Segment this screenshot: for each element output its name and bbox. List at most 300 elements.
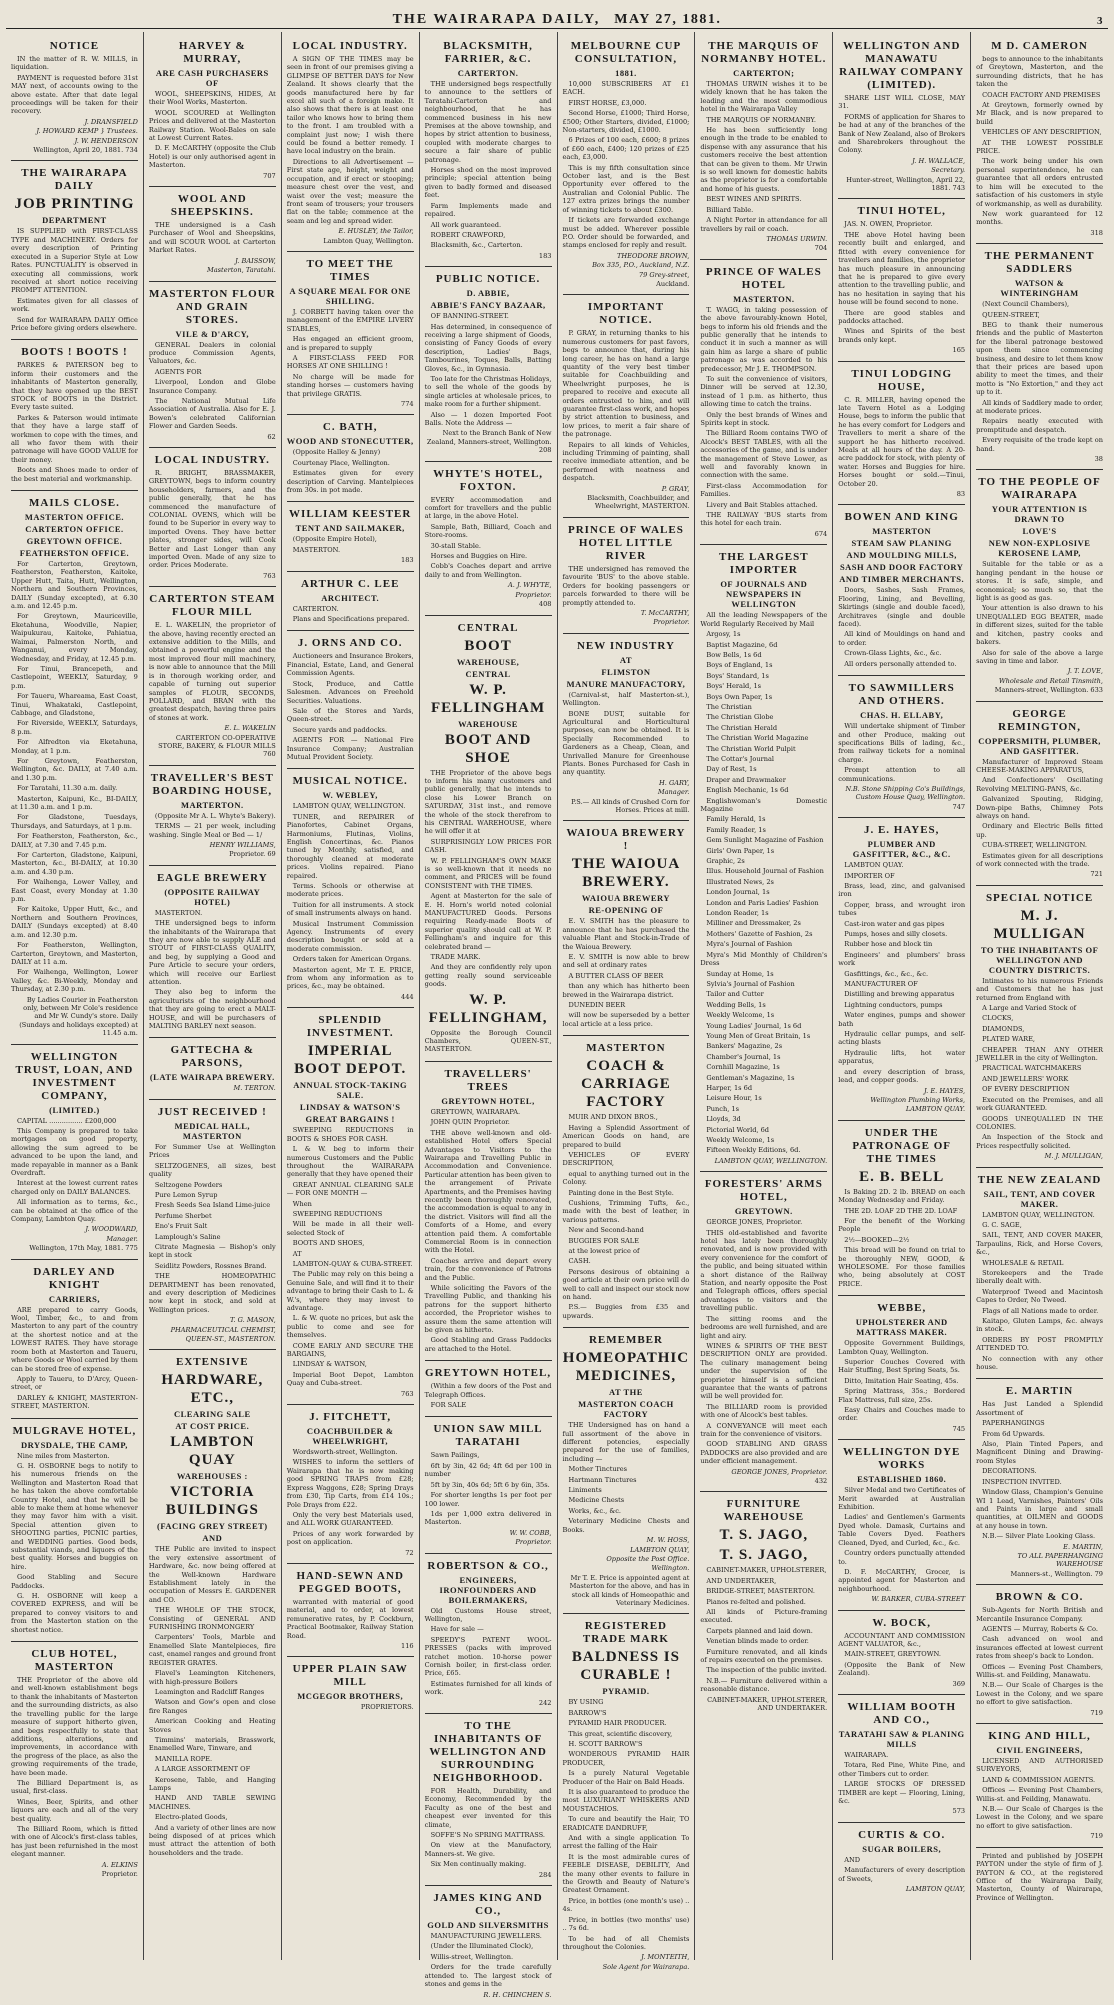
ad-paragraph: Offices — Evening Post Chambers, Willis-st. and Feilding, Manawatu. (976, 1662, 1103, 1679)
ad-paragraph: Prices of any work forwarded by post on application. (286, 1529, 414, 1547)
ad-paragraph: (Within a few doors of the Post and Telegraph Offices. (424, 1382, 552, 1399)
ad-paragraph: TUNER, and REPAIRER of Pianofortes, Cabinet Organs, Harmoniums, Flutinas, Violins, English Concertinas, &c. Pianos tuned by Monthly, satisfied, and thoroughly cleaned at moderate prices. Violins repaired. Piano repaired. (286, 812, 414, 880)
ad-paragraph: This bread will be found on trial to be thoroughly NEW, GOOD, & WHOLESOME. For those families who, being absolutely at COST PRICE. (838, 1246, 966, 1288)
ad-paragraph: PYRAMID HAIR PRODUCER. (568, 1719, 667, 1728)
ad-subheading: GREYTOWN OFFICE. (26, 536, 123, 547)
advertisement (287, 1008, 414, 1405)
ad-paragraph: For shorter lengths 1s per foot per 100 lower. (424, 1491, 552, 1508)
advertisement (11, 1045, 138, 1260)
ad-subheading: W. WEBLEY, (322, 790, 378, 801)
ad-heading: LOCAL INDUSTRY. (292, 40, 408, 52)
advertisement (563, 295, 690, 518)
ad-subheading: ARE CASH PURCHASERS OF (155, 68, 269, 88)
advertisement (838, 1695, 965, 1823)
ad-paragraph: There are good stables and paddocks attached. (838, 308, 966, 325)
ad-paragraph: The Christian World Magazine (706, 734, 809, 743)
advertisement (700, 260, 827, 546)
advertisement (838, 34, 965, 199)
ad-paragraph: GREYTOWN, WAIRARAPA. (430, 1107, 521, 1116)
ad-footer: 72 (405, 1548, 414, 1557)
ad-paragraph: The National Mutual Life Association of Australia. Also for E. J. Bowen's celebrated Californian Flower and Garden Seeds. (148, 396, 276, 431)
ad-paragraph: All kind of Mouldings on hand and to order. (838, 630, 966, 647)
ad-paragraph: CABINET-MAKER, UPHOLSTERER, (706, 1566, 827, 1575)
ad-paragraph: Apply to Taueru, to D'Arcy, Queen-street, or (11, 1374, 138, 1392)
ad-paragraph: Coaches arrive and depart every train, for the convenience of Patrons and the Public. (424, 1256, 552, 1282)
ad-paragraph: Old Customs House street, Wellington, (424, 1606, 552, 1623)
ad-paragraph: G. H. OSBORNE begs to notify to his numerous friends on the Wellington and Masterton Road that he has taken the above comfortable Country Hotel, and that he will be able to make them at home whenever they may favor him with a visit. Special attention given to SHOOTING parties, PICNIC parties, and WEDDING parties. Good beds, substantial viands, and liquors of the best quality. Horses and buggies on hire. (11, 1461, 138, 1571)
ad-paragraph: The Billiard Department is, as usual, first-class. (11, 1778, 138, 1796)
ad-paragraph: LINDSAY & WATSON, (292, 1360, 367, 1369)
ad-paragraph: Painting done in the Best Style. (568, 1188, 674, 1197)
ad-paragraph: Pure Lemon Syrup (154, 1190, 218, 1199)
ad-paragraph: Gem Sunlight Magazine of Fashion (706, 836, 824, 845)
ad-paragraph: Mothers' Gazette of Fashion, 2s (706, 929, 813, 938)
ad-subheading: DRYSDALE, THE CAMP, (20, 1439, 128, 1450)
ad-paragraph: The BILLIARD room is provided with one of Alcock's best tables. (700, 1402, 828, 1420)
ad-paragraph: On view at the Manufactory, Manners-st. We give. (424, 1841, 552, 1858)
ad-paragraph: A CONVEYANCE will meet each train for the convenience of visitors. (700, 1421, 828, 1438)
ad-display-line: BOOT AND SHOE (444, 731, 532, 766)
ad-paragraph: This is my fifth consultation since October last, and is the Best Opportunity ever offered to the Australian and Colonial Public. The 127 extra prizes brings the number of winning tickets to about £300. (562, 163, 690, 214)
ad-paragraph: Has determined, in consequence of receiving a large shipment of Goods, consisting of Fancy Goods of every description, Ladies' Bags, Tambourines, Toques, Balls, Batting Gloves, &c., in Gymnasia. (424, 322, 552, 373)
ad-paragraph: Cast-iron water and gas pipes (844, 919, 945, 928)
ad-signature: A. ELKINS (101, 1860, 138, 1869)
advertisement (287, 1405, 414, 1564)
ad-signature: Secretary. (931, 166, 966, 175)
ad-paragraph: Liniments (568, 1486, 602, 1495)
ad-footer: Next to the Branch Bank of New Zealand, Manners-street, Wellington. 208 (426, 429, 552, 455)
ad-paragraph: than any which has hitherto been brewed in the Wairarapa district. (562, 982, 690, 999)
ad-paragraph: WINES & SPIRITS OF THE BEST DESCRIPTION ONLY are provided. The culinary management being under the supervision of the proprietor himself is a sufficient guarantee that the wants of patrons will be well provided for. (700, 1341, 828, 1401)
ad-subheading: YOUR ATTENTION IS DRAWN TO (991, 504, 1088, 525)
ad-paragraph: Second Horse, £1000; Third Horse, £500; Other Starters, divided, £1000; Non-starters, divided, £1000. (562, 109, 690, 135)
ad-signature: LAMBTON QUAY. (905, 1105, 966, 1114)
ad-paragraph: A LARGE ASSORTMENT OF (154, 1765, 251, 1774)
ad-paragraph: GOODS UNEQUALLED IN THE COLONIES. (976, 1114, 1103, 1131)
ad-paragraph: 10,000 SUBSCRIBERS AT £1 EACH. (562, 80, 690, 97)
ad-heading: MASTERTON (586, 1042, 666, 1055)
ad-paragraph: Estimates furnished for all kinds of work. (424, 1679, 552, 1697)
ad-paragraph: H. SCOTT BARROW'S (568, 1739, 643, 1748)
ad-paragraph: Myra's Mid Monthly of Children's Dress (700, 950, 828, 968)
ad-paragraph: Watson and Gow's open and close fire Ranges (148, 1698, 276, 1715)
ad-paragraph: Medicine Chests (568, 1496, 625, 1505)
ad-signature: J. BAISSOW, (235, 256, 276, 265)
ad-paragraph: DIAMONDS, (982, 1024, 1025, 1033)
ad-subheading: GREYTOWN. (734, 1206, 793, 1217)
ad-paragraph: BY USING (568, 1698, 604, 1707)
ad-subheading: MARTERTON. (181, 799, 244, 810)
ad-signature: J. DRANSFIELD (84, 117, 138, 126)
ad-paragraph: G. H. OSBORNE will keep a COVERED EXPRESS, and will be prepared to convey visitors to and from the Masterton station on the shortest notice. (11, 1592, 138, 1634)
ad-paragraph: PLATED WARE, (982, 1035, 1036, 1044)
ad-heading: PRINCE OF WALES HOTEL LITTLE RIVER (568, 523, 684, 562)
ad-paragraph: ORDERS BY POST PROMPTLY ATTENDED TO. (976, 1335, 1103, 1353)
ad-heading: EXTENSIVE (176, 1356, 249, 1369)
ad-paragraph: Estimates given for all descriptions of work connected with the trade. (976, 851, 1103, 868)
ad-signature: Proprietor. (515, 590, 552, 599)
ad-heading: THE LARGEST IMPORTER (719, 551, 809, 577)
ad-display-line: T. S. JAGO, (719, 1547, 809, 1564)
ad-paragraph: Estimates given for every description of Carving. Mantelpieces from 30s. in pot made. (286, 469, 414, 495)
ad-subheading: ABBIE'S FANCY BAZAAR, (430, 300, 546, 311)
ad-paragraph: P.S.— Buggies from £35 and upwards. (562, 1303, 690, 1320)
ad-paragraph: WOOL, SHEEPSKINS, HIDES, At their Wool Works, Masterton. (148, 90, 276, 107)
advertisement (976, 1724, 1103, 1848)
ad-paragraph: Carpets planned and laid down. (706, 1626, 813, 1635)
ad-signature: Masterton, Taratahi. (206, 266, 276, 275)
ad-heading: JAMES KING AND CO., (433, 1892, 543, 1918)
advertisement (11, 161, 138, 340)
ad-paragraph: Family Reader, 1s (706, 825, 766, 834)
ad-paragraph: All work guaranteed. (430, 220, 502, 229)
ad-heading: ROBERTSON & CO., (427, 1559, 549, 1572)
ad-paragraph: American Cooking and Heating Stoves (148, 1717, 276, 1734)
ad-paragraph: PARKES & PATERSON beg to inform their customers and the inhabitants of Masterton generally, that they have opened up the BEST STOCK of BOOTS in the District. Every taste suited. (11, 361, 138, 412)
ad-paragraph: Distilling and brewing apparatus (844, 990, 955, 999)
ad-signature: J. E. HAYES, (924, 1086, 966, 1095)
ad-paragraph: GREAT ANNUAL CLEARING SALE — FOR ONE MONTH — (286, 1180, 414, 1198)
ad-subheading: OF JOURNALS AND NEWSPAPERS IN WELLINGTON (720, 579, 808, 610)
ad-paragraph: Having a Splendid Assortment of American Goods on hand, are prepared to build (562, 1123, 690, 1149)
ad-subheading: TO THE INHABITANTS OF WELLINGTON AND COUNTRY DISTRICTS. (980, 944, 1099, 975)
ad-paragraph: All kinds of Picture-framing executed. (700, 1608, 828, 1625)
ad-subheading: NEW NON-EXPLOSIVE KEROSENE LAMP, (988, 538, 1091, 559)
ad-paragraph: OF BANNING-STREET. (430, 312, 509, 321)
ad-heading: GREYTOWN HOTEL, (425, 1367, 552, 1380)
ad-footer: 62 (267, 432, 276, 441)
ad-paragraph: (Opposite Empire Hotel), (292, 535, 377, 544)
ad-paragraph: THE MARQUIS OF NORMANBY. (706, 115, 816, 124)
ad-paragraph: Agent at Masterton for the sale of E. H. Horn's world noted colonial MANUFACTURED Goods. Persons requiring Ready-made Boots of superior quality should call at W. P. Fellingham's and inquire for this celebrated brand — (424, 892, 552, 951)
advertisement (838, 1823, 965, 1900)
advertisement (287, 631, 414, 769)
ad-paragraph: Young Men of Great Britain, 1s (706, 1031, 811, 1040)
ad-paragraph: (Next Council Chambers), (982, 300, 1070, 309)
ad-footer: 719 (1090, 1708, 1103, 1717)
ad-paragraph: Storekeepers and the Trade liberally dealt with. (976, 1268, 1103, 1286)
ad-heading: WHYTE'S HOTEL, FOXTON. (433, 467, 544, 493)
ad-heading: WAIOUA BREWERY ! (566, 827, 686, 853)
ad-paragraph: Citrate Magnesia — Bishop's only kept in stock (148, 1242, 276, 1260)
ad-paragraph: AT (292, 1249, 302, 1258)
ad-signature: Proprietor. (653, 618, 690, 627)
ad-heading: MAILS CLOSE. (29, 497, 120, 510)
ad-subheading: MEDICAL HALL, MASTERTON (174, 1120, 251, 1141)
ad-footer: Blacksmith, Coachbuilder, and Wheelwright, MASTERTON. (587, 494, 690, 511)
columns-container (6, 32, 1108, 1999)
ad-paragraph: SHARE LIST WILL CLOSE, MAY 31. (838, 94, 966, 111)
ad-subheading: MASTERTON (872, 526, 932, 537)
ad-paragraph: The inspection of the public invited. (706, 1666, 827, 1675)
ad-footer: 369 (952, 1679, 966, 1688)
ad-signature: W. W. COBB, (509, 1528, 552, 1537)
ad-heading: BOOTS ! BOOTS ! (21, 346, 128, 359)
advertisement (149, 187, 276, 281)
ad-paragraph: BEG to thank their numerous friends and the public of Masterton for the liberal patronage bestowed upon them since commencing business, and desire to let them know that their prices are based upon ability to meet the times, and their motto is "No Extortion," and they act up to it. (976, 320, 1103, 397)
ad-footer: By Ladies Courier in Featherston only, between Mr Cole's residence and Mr W. Cundy's store. Daily (Sundays and holidays excepted) at 11.45 a.m. (19, 995, 138, 1038)
ad-subheading: D. ABBIE, (466, 288, 510, 299)
ad-footer: Proprietor. (101, 1870, 138, 1878)
ad-footer: 674 (814, 529, 828, 538)
ad-paragraph: LAMBTON-QUAY & CUBA-STREET. (292, 1259, 413, 1268)
ad-paragraph: Liverpool, London and Globe Insurance Company. (148, 378, 276, 395)
ad-paragraph: To suit the convenience of visitors, Dinner will be served at 12.30, instead of 1 p.m. as hitherto, thus allowing time to catch the trains. (700, 374, 828, 409)
ad-paragraph: THE RAILWAY 'BUS starts from this hotel for each train. (700, 511, 828, 528)
advertisement (425, 1554, 552, 1714)
ad-paragraph: Also, Plain Tinted Papers, and Magnificent Dining and Drawing-room Styles (976, 1440, 1103, 1465)
ad-paragraph: Directions to all Advertisement — First state age, height, weight and occupation, and if erect or stooping; measure chest over the vest, and waist over the vest; measure the front seam of trousers; your trousers flat on the table; commence at the seam and leg and spread wider. (286, 157, 414, 225)
ad-paragraph: Printed and published by JOSEPH PAYTON under the style of firm of J. PAYTON & CO., at the registered Office of the Wairarapa Daily, Masterton, County of Wairarapa, Province of Wellington. (976, 1851, 1103, 1902)
ad-paragraph: He has been sufficiently long enough in the trade to be enabled to dispense with any assurance that his customers receive the best attention that can be given to them. Mr Urwin is so well known for domestic habits as the proprietor is for a comfortable and home of his guests. (700, 126, 828, 193)
ad-display-line: LAMBTON QUAY (170, 1434, 255, 1469)
ad-paragraph: Livery and Bait Stables attached. (706, 500, 818, 509)
ad-paragraph: All orders personally attended to. (844, 659, 957, 668)
ad-paragraph: WONDEROUS PYRAMID HAIR PRODUCER, (562, 1750, 690, 1767)
ad-heading: CLUB HOTEL, MASTERTON (31, 1648, 118, 1674)
ad-subheading: UPHOLSTERER AND MATTRASS MAKER. (855, 1317, 948, 1338)
ad-subheading: WOOD AND STONECUTTER, (286, 436, 414, 447)
ad-paragraph: For Greytown, Mauriceville, Eketahuna, Woodville, Napier, Waipukurau, Kaitoke, Pahiatua, Waimai, Palmerston North, and Wanganui, every Monday, Wednesday, and Friday, at 12.45 p.m. (11, 612, 138, 663)
ad-heading: THE PERMANENT SADDLERS (984, 250, 1095, 276)
advertisement (149, 34, 276, 187)
ad-paragraph: Crown-Glass Lights, &c., &c. (844, 649, 942, 658)
ad-paragraph: Sunday at Home, 1s (706, 969, 774, 978)
ad-paragraph: At Greytown, formerly owned by Mr Black, and is now prepared to build (976, 101, 1103, 126)
ad-paragraph: MASTERTON. (154, 908, 203, 917)
ad-paragraph: PAYMENT is requested before 31st MAY next, of accounts owing to the above estate. After that date legal proceedings will be taken for their recovery. (11, 73, 138, 116)
ad-heading: CARTERTON STEAM FLOUR MILL (149, 593, 276, 619)
ad-paragraph: (Under the Illuminated Clock), (430, 1942, 534, 1951)
ad-paragraph: COME EARLY AND SECURE THE BARGAINS, (286, 1341, 414, 1359)
ad-paragraph: AGENTS — Murray, Roberts & Co. (982, 1624, 1099, 1633)
ad-paragraph: Doors, Sashes, Sash Frames, Flooring, Lining, and Bevelling, Skirtings (single and double faced), Architraves (single and double faced). (838, 586, 966, 629)
ad-paragraph: Estimates given for all classes of work. (11, 296, 138, 314)
advertisement (11, 491, 138, 1045)
ad-paragraph: Rubber hose and block tin (844, 940, 933, 949)
advertisement (976, 34, 1103, 244)
ad-footer: 721 (1090, 870, 1103, 879)
ad-heading: PRINCE OF WALES HOTEL (705, 265, 822, 291)
ad-paragraph: E. L. WAKELIN, the proprietor of the above, having recently erected an extensive addition to the Mills, and obtained a powerful engine and the most improved flour mill machinery, is now able to announce that the Mill is in thorough working order, and capable of turning out superior samples of FLOUR, SECONDS, POLLARD, and BRAN with the greatest despatch, having three pairs of stones at work. (148, 621, 276, 722)
advertisement (11, 340, 138, 491)
ad-footer: 284 (538, 1870, 552, 1879)
ad-signature: Sole Agent for Wairarapa. (602, 1962, 690, 1971)
ad-subheading: LOVE'S (1022, 526, 1057, 537)
ad-paragraph: For Tinui, Brancepeth, and Castlepoint, WEEKLY, Saturday, 9 p.m. (11, 664, 138, 690)
ad-paragraph: Copper, brass, and wrought iron tubes (838, 900, 966, 918)
column-8 (971, 32, 1108, 1960)
ad-paragraph: The Christian (706, 702, 752, 711)
ad-paragraph: SELTZOGENES, all sizes, best quality (148, 1161, 276, 1179)
ad-paragraph: Is a purely Natural Vegetable Producer of the Hair on Bald Heads. (562, 1769, 690, 1786)
ad-subheading: AND (202, 1533, 223, 1544)
ad-paragraph: TRADE MARK. (430, 953, 481, 962)
ad-paragraph: And they are confidently rely upon getting really sound serviceable goods. (424, 963, 552, 989)
ad-subheading: GREYTOWN HOTEL, (441, 1095, 535, 1106)
ad-display-line: HOMEOPATHIC MEDICINES, (562, 1350, 690, 1385)
advertisement (563, 1328, 690, 1614)
ad-paragraph: Prompt attention to all communications. (838, 766, 966, 783)
ad-paragraph: Pictorial World, 6d (706, 1125, 770, 1134)
ad-display-line: BALDNESS IS CURABLE ! (571, 1649, 680, 1684)
ad-display-line: W. P. FELLINGHAM (430, 681, 546, 716)
ad-paragraph: SWEEPING REDUCTIONS in BOOTS & SHOES FOR CASH. (286, 1126, 414, 1143)
ad-paragraph: P. GRAY, in returning thanks to his numerous customers for past favors, begs to announce that, during his long career, he has on hand a large quantity of the very best timber suitable for Coachbuilding and Wheelwright purposes, he is prepared to receive and execute all orders entrusted to him, and will guarantee first-class work, and hopes by strict attention to business, and low prices, to merit a fair share of the patronage. (562, 329, 690, 439)
ad-paragraph: JOHN QUIN Proprietor. (430, 1118, 510, 1127)
ad-paragraph: R. BRIGHT, BRASSMAKER, GREYTOWN, begs to inform country householders, farmers, and the public generally, that he has commenced the manufacture of COLONIAL OVENS, which will be found to be Superior in every way to imported Ovens. They have better plates, stronger sides, will Cook Better and Last Longer than any imported Oven. Made of any size to order. Prices Moderate. (148, 468, 276, 570)
ad-paragraph: JAS. N. OWEN, Proprietor. (844, 220, 933, 229)
ad-signature: Manager. (657, 788, 690, 797)
ad-paragraph: QUEEN-STREET, (982, 310, 1040, 319)
ad-subheading: COACHBUILDER & WHEELWRIGHT, (306, 1426, 394, 1447)
ad-paragraph: Opposite Government Buildings, Lambton Quay, Wellington. (838, 1339, 966, 1356)
ad-signature: Wellington Plumbing Works, (870, 1095, 966, 1104)
ad-paragraph: AT THE LOWEST POSSIBLE PRICE. (976, 138, 1103, 156)
advertisement (149, 866, 276, 1039)
ad-paragraph: Weekly Welcome, 1s (706, 1011, 775, 1020)
ad-paragraph: From 6d Upwards. (982, 1429, 1045, 1438)
ad-subheading: WAREHOUSE, (456, 656, 520, 667)
advertisement (700, 34, 827, 260)
ad-footer: 165 (952, 346, 966, 355)
ad-paragraph: Price, in bottles (one month's use) .. 4s. (562, 1896, 690, 1914)
ad-paragraph: THE WHOLE OF THE STOCK, Consisting of GENERAL AND FURNISHING IRONMONGERY (148, 1606, 276, 1632)
ad-paragraph: ACCOUNTANT AND COMMISSION AGENT VALUATOR, &c., (838, 1631, 966, 1648)
ad-paragraph: (Opposite the Bank of New Zealand). (838, 1660, 966, 1678)
ad-footer: 573 (952, 1807, 966, 1816)
ad-paragraph: 6ft by 3in, 42 6d; 4ft 6d per 100 in number (424, 1461, 552, 1479)
ad-heading: M D. CAMERON (991, 40, 1088, 52)
ad-paragraph: IN the matter of R. W. MILLS, in liquidation. (11, 55, 138, 72)
ad-paragraph: For Gladstone, Tuesdays, Thursdays, and Saturdays, at 1 p.m. (11, 813, 138, 830)
ad-subheading: CARTERTON; (733, 68, 795, 78)
ad-heading: WILLIAM BOOTH AND CO., (847, 1700, 957, 1726)
ad-paragraph: DARLEY & KNIGHT, MASTERTON-STREET, MASTERTON. (11, 1393, 138, 1411)
column-4 (420, 32, 558, 1999)
ad-subheading: GREAT BARGAINS ! (305, 1114, 395, 1125)
advertisement (11, 1642, 138, 1884)
ad-paragraph: For Waihenga, Wellington, Lower Valley, &c. Bi-Weekly, Monday and Thursday, at 2.30 p.m. (11, 968, 138, 994)
ad-footer: Hunter-street, Wellington, April 22, 1881. 743 (846, 175, 966, 193)
ad-paragraph: BEST WINES AND SPIRITS. (706, 195, 802, 204)
ad-paragraph: Punch, 1s (706, 1104, 740, 1113)
advertisement (287, 1657, 414, 1717)
ad-footer: Proprietor. 69 (229, 850, 276, 859)
ad-paragraph: The sitting rooms and the bedrooms are well furnished, and are light and airy. (700, 1314, 828, 1340)
advertisement (287, 415, 414, 502)
ad-paragraph: INSPECTION INVITED. (982, 1477, 1062, 1486)
ad-heading: BLACKSMITH, FARRIER, &C. (443, 40, 533, 65)
ad-paragraph: The Billiard Room contains TWO of Alcock's BEST TABLES, with all the accessories of the game, and is under the management of Steve Lower, as well and favorably known in connection with the same. (700, 429, 828, 480)
ad-paragraph: Musical Instrument Commission Agency. Instruments of every description bought or sold at a moderate commission. (286, 919, 414, 953)
ad-paragraph: D. F. McCARTHY (opposite the Club Hotel) is our only authorised agent in Masterton. (148, 144, 276, 170)
ad-heading: GEORGE REMINGTON, (998, 707, 1081, 733)
ad-paragraph: Parkes & Paterson would intimate that they have a large staff of workmen to cope with the times, and all who favor them with their patronage will have GOOD VALUE for their money. (11, 413, 138, 464)
ad-paragraph: Carpenters' Tools, Marble and Enamelled Slate Mantelpieces, fire cast, enamel ranges and ground front REGISTER GRATES. (148, 1633, 276, 1667)
ad-heading: UPPER PLAIN SAW MILL (292, 1663, 408, 1689)
ad-heading: ARTHUR C. LEE (300, 577, 400, 590)
ad-heading: BOWEN AND KING (844, 511, 959, 524)
ad-paragraph: Blacksmith, &c., Carterton. (430, 241, 523, 250)
ad-signature: E. HUSLEY, the Tailor, (338, 227, 414, 236)
ad-paragraph: Tailor and Cutter (706, 990, 764, 999)
ad-paragraph: Terms. Schools or otherwise at moderate prices. (286, 882, 414, 899)
ad-paragraph: Cushions, Trimming Tufts, &c., made with the best of leather, in various patterns. (562, 1198, 690, 1224)
ad-paragraph: PAPERHANGINGS (982, 1419, 1045, 1428)
advertisement (425, 462, 552, 616)
ad-paragraph: Brass, lead, zinc, and galvanised iron (838, 881, 966, 899)
ad-paragraph: Sub-Agents for North British and Mercantile Insurance Company. (976, 1606, 1103, 1623)
ad-footer: 318 (1090, 228, 1103, 237)
ad-paragraph: Venetian blinds made to order. (706, 1637, 809, 1646)
ad-subheading: AND MOULDING MILLS, (846, 550, 957, 561)
ad-paragraph: 1ds per 1,000 extra delivered in Masterton. (424, 1509, 552, 1527)
ad-signature: J. W. HENDERSON (74, 136, 138, 145)
ad-display-line: VICTORIA BUILDINGS (165, 1484, 259, 1519)
ad-heading: EAGLE BREWERY (156, 871, 268, 884)
ad-heading: WELLINGTON DYE WORKS (842, 1446, 961, 1472)
ad-paragraph: They also beg to inform the agriculturists of the neighbourhood that they are going to erect a MALT-HOUSE, and will be purchasers of MALTING BARLEY next season. (148, 988, 276, 1031)
ad-display-line: T. S. JAGO, (719, 1527, 809, 1544)
advertisement (425, 1714, 552, 1886)
ad-paragraph: WISHES to inform the settlers of Wairarapa that he is now making good SPRING TRAPS from £28; Express Waggons, £28; Spring Drays from £30, Tip Carts, from £14 10s.; Pole Drays from £22. (286, 1458, 414, 1509)
ad-paragraph: Water engines, pumps and shower bath (838, 1011, 966, 1028)
ad-paragraph: Kerosene, Table, and Hanging Lamps (148, 1775, 276, 1792)
ad-paragraph: Bow Bells, 1s 6d (706, 650, 762, 659)
ad-signature: N.B. Stone Shipping Co's Buildings, Custom House Quay, Wellington. (845, 784, 966, 802)
ad-paragraph: Spring Mattrass, 35s.; Bordered Flax Mattress, full size, 25s. (838, 1387, 966, 1404)
ad-footer: 719 (1090, 1832, 1103, 1841)
advertisement (149, 448, 276, 587)
ad-paragraph: Family Herald, 1s (706, 815, 766, 824)
ad-paragraph: LAMBTON QUAY, WELLINGTON. (982, 1210, 1095, 1219)
ad-paragraph: Farm Implements made and repaired. (424, 201, 552, 219)
advertisement (287, 502, 414, 571)
masthead-date: MAY 27, 1881. (614, 12, 722, 27)
ad-signature: E. MARTIN, (1063, 1542, 1103, 1551)
ad-paragraph: The Billiard Room, which is fitted with one of Alcock's first-class tables, has just been refurnished in the most elegant manner. (11, 1824, 138, 1859)
advertisement (149, 282, 276, 448)
ad-paragraph: Courtenay Place, Wellington. (292, 458, 390, 467)
ad-paragraph: 30-stall Stable. (430, 541, 481, 550)
ad-paragraph: Orders taken for American Organs. (292, 955, 412, 964)
ad-heading: TRAVELLERS' TREES (444, 1067, 532, 1093)
ad-paragraph: Send for WAIRARAPA DAILY Office Price before giving orders elsewhere. (11, 315, 138, 332)
ad-paragraph: Orders for the trade carefully attended to. The largest stock of stones and gems in the (424, 1963, 552, 1989)
ad-paragraph: Has Just Landed a Splendid Assortment of (976, 1400, 1103, 1417)
ad-subheading: PYRAMID. (602, 1686, 650, 1697)
ad-paragraph: Seltzogene Powders (154, 1180, 223, 1189)
ad-paragraph: THE undersigned begs respectfully to announce to the settlers of Taratahi-Carterton and neighbourhood, that he has commenced business in his new Premises at the above township, and hopes by strict attention to business, coupled with moderate charges to secure a fair share of public patronage. (424, 80, 552, 164)
advertisement (425, 1417, 552, 1553)
advertisement (425, 267, 552, 462)
ad-paragraph: All the leading Newspapers of the World Regularly Received by Mail (700, 611, 828, 628)
ad-paragraph: Girls' Own Paper, 1s (706, 846, 775, 855)
ad-paragraph: For Featherston, Wellington, Carterton, Greytown, and Masterton, DAILY at 11 a.m. (11, 941, 138, 966)
ad-subheading: VILE & D'ARCY, (175, 328, 250, 339)
ad-paragraph: Superior Couches Covered with Hair Stuffing, Best Spring Seats, 5s. (838, 1358, 966, 1375)
ad-heading: THE NEW ZEALAND (977, 1173, 1102, 1186)
ad-paragraph: Timmins' materials, Brasswork, Enamelled Ware, Tinware, and (148, 1735, 276, 1753)
ad-footer: 116 (401, 1641, 414, 1650)
ad-paragraph: Engineers' and plumbers' brass work (838, 950, 966, 968)
ad-heading: IMPORTANT NOTICE. (587, 301, 665, 327)
ad-paragraph: Sawn Pailings, (430, 1451, 480, 1460)
ad-heading: NOTICE (49, 40, 100, 52)
ad-signature: Manager. (106, 1234, 138, 1243)
ad-paragraph: MASTERTON. (292, 545, 341, 554)
